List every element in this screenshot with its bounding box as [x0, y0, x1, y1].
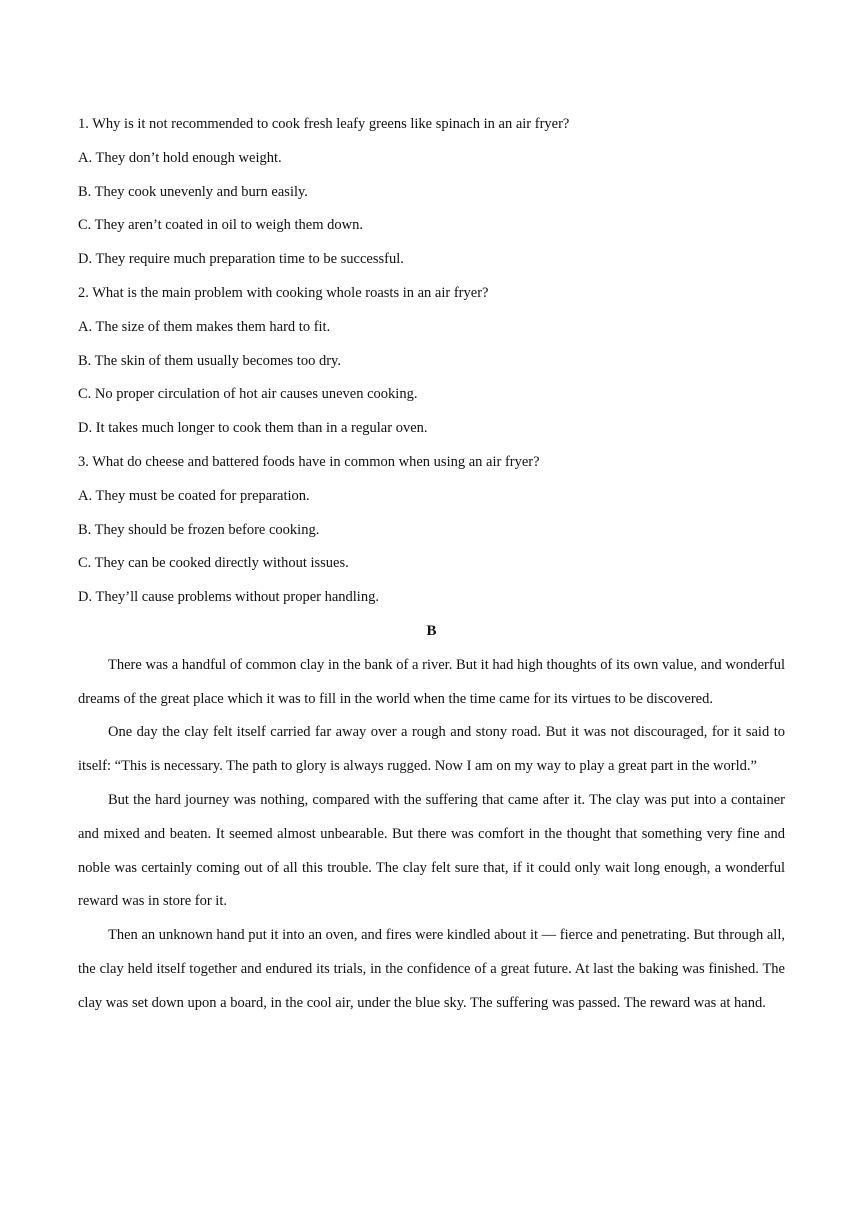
- passage-paragraph: One day the clay felt itself carried far away over a rough and stony road. But it was not discouraged, for it said to itself: “This is necessary. The path to glory is always rugged. Now I am on my way to play a great part in the world.”: [78, 724, 785, 775]
- passage-paragraph: There was a handful of common clay in the bank of a river. But it had high thoughts of its own value, and wonderful dreams of the great place which it was to fill in the world when the time came for its virtues to be discovered.: [78, 656, 785, 707]
- question-block-1: [78, 108, 785, 277]
- passage: [78, 649, 785, 1021]
- document-page: [78, 108, 785, 1021]
- question-option: A. They must be coated for preparation.: [78, 487, 310, 504]
- question-option: B. They should be frozen before cooking.: [78, 521, 320, 538]
- question-option: C. They can be cooked directly without issues.: [78, 555, 349, 572]
- question-option: A. They don’t hold enough weight.: [78, 149, 282, 166]
- question-option: D. They’ll cause problems without proper handling.: [78, 589, 379, 606]
- passage-paragraph: Then an unknown hand put it into an oven, and fires were kindled about it — fierce and penetrating. But through all, the clay held itself together and endured its trials, in the confidence of a great future. At last the baking was finished. The clay was set down upon a board, in the cool air, under the blue sky. The suffering was passed. The reward was at hand.: [78, 927, 785, 1011]
- question-stem: 2. What is the main problem with cooking whole roasts in an air fryer?: [78, 284, 489, 301]
- question-option: B. The skin of them usually becomes too dry.: [78, 352, 341, 369]
- question-option: A. The size of them makes them hard to fit.: [78, 318, 331, 335]
- question-option: C. They aren’t coated in oil to weigh them down.: [78, 217, 363, 234]
- question-option: B. They cook unevenly and burn easily.: [78, 183, 308, 200]
- question-block-2: [78, 277, 785, 446]
- question-option: D. It takes much longer to cook them than in a regular oven.: [78, 420, 428, 437]
- question-option: C. No proper circulation of hot air causes uneven cooking.: [78, 386, 418, 403]
- question-stem: 3. What do cheese and battered foods have in common when using an air fryer?: [78, 453, 540, 470]
- passage-paragraph: But the hard journey was nothing, compared with the suffering that came after it. The clay was put into a container and mixed and beaten. It seemed almost unbearable. But there was comfort in the thought that something very fine and noble was certainly coming out of all this trouble. The clay felt sure that, if it could only wait long enough, a wonderful reward was in store for it.: [78, 791, 785, 910]
- section-title: B: [426, 622, 437, 639]
- question-stem: 1. Why is it not recommended to cook fresh leafy greens like spinach in an air fryer?: [78, 116, 570, 132]
- question-block-3: [78, 446, 785, 615]
- question-option: D. They require much preparation time to be successful.: [78, 251, 404, 268]
